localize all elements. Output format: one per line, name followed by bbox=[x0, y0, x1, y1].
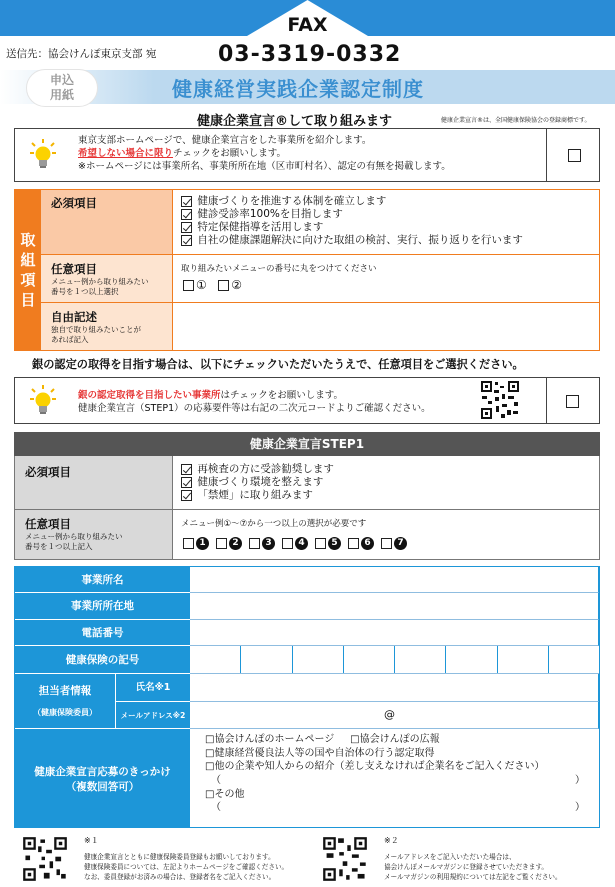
step1-item-text: 「禁煙」に取り組みます bbox=[197, 489, 313, 501]
optional-choices-cell bbox=[173, 255, 599, 303]
paren-close: ） bbox=[575, 774, 585, 786]
symbol-digit-box[interactable] bbox=[293, 646, 344, 673]
contact-label-cell bbox=[15, 674, 115, 729]
optional-sub1: メニュー例から取り組みたい bbox=[51, 277, 149, 286]
page-title: 健康経営実践企業認定制度 bbox=[172, 77, 424, 101]
checkbox-checked[interactable] bbox=[181, 490, 192, 501]
required-items-list bbox=[181, 195, 523, 247]
silver-divider bbox=[546, 377, 547, 424]
trigger-option-cert[interactable]: □健康経営優良法人等の国や自治体の行う認定取得 bbox=[205, 747, 435, 759]
silver-line2: 健康企業宣言（STEP1）の応募要件等は右記の二次元コードよりご確認ください。 bbox=[78, 403, 431, 414]
trigger-sub: （複数回答可） bbox=[65, 781, 140, 793]
section1-side-label bbox=[15, 190, 41, 350]
choice-2[interactable] bbox=[218, 278, 242, 292]
trigger-option-other[interactable]: □その他 bbox=[205, 788, 245, 800]
step1-optional-label: 任意項目 bbox=[25, 517, 71, 531]
required-item-text: 健診受診率100%を目指します bbox=[197, 208, 343, 220]
step1-optional-cell bbox=[15, 510, 173, 559]
step1-optional-sub2: 番号を１つ以上記入 bbox=[25, 541, 93, 551]
silver-line1-rest: はチェックをお願いします。 bbox=[220, 390, 343, 401]
step1-choice[interactable] bbox=[315, 536, 341, 549]
trigger-label: 健康企業宣言応募のきっかけ bbox=[34, 766, 171, 778]
office-name-label: 事業所名 bbox=[15, 567, 190, 593]
publish-line2-highlight: 希望しない場合に限り bbox=[78, 148, 174, 159]
required-item-text: 健康づくりを推進する体制を確立します bbox=[197, 195, 387, 207]
optional-choice-row bbox=[183, 278, 599, 292]
footnote-1 bbox=[84, 836, 288, 882]
step1-optional-sub1: メニュー例から取り組みたい bbox=[25, 532, 123, 541]
symbol-digit-box[interactable] bbox=[498, 646, 549, 673]
publish-line2-rest: チェックをお願いします。 bbox=[173, 148, 286, 159]
choice-number: ② bbox=[231, 278, 242, 292]
checkbox-checked[interactable] bbox=[181, 196, 192, 207]
declaration-heading: 健康企業宣言®して取り組みます bbox=[197, 114, 393, 129]
step1-item-text: 再検査の方に受診勧奨します bbox=[197, 463, 334, 475]
step1-item-1[interactable] bbox=[181, 463, 334, 476]
step1-choice[interactable] bbox=[216, 536, 242, 549]
trigger-option-referral[interactable]: □他の企業や知人からの紹介（差し支えなければ企業名をご記入ください） bbox=[205, 761, 545, 772]
step1-choice[interactable] bbox=[249, 536, 275, 549]
badge-line1: 申込 bbox=[49, 73, 74, 87]
footnote-2-line: メールアドレスをご記入いただいた場合は、 bbox=[384, 853, 516, 861]
required-item-1[interactable] bbox=[181, 195, 523, 208]
qr-code-step1[interactable] bbox=[480, 380, 520, 420]
trigger-option-hp[interactable]: □協会けんぽのホームページ bbox=[205, 734, 335, 745]
step1-item-3[interactable] bbox=[181, 489, 334, 502]
name-label: 氏名※1 bbox=[115, 674, 190, 702]
email-label: メールアドレス※2 bbox=[115, 702, 190, 729]
choice-number: ① bbox=[196, 278, 207, 292]
free-text-field[interactable] bbox=[174, 304, 598, 349]
sender-line: 送信先：協会けんぽ東京支部 宛 bbox=[6, 48, 157, 60]
trigger-option-pr[interactable]: □協会けんぽの広報 bbox=[350, 734, 440, 745]
publish-divider bbox=[546, 128, 547, 182]
symbol-digit-box[interactable] bbox=[344, 646, 395, 673]
step1-choice[interactable] bbox=[282, 536, 308, 549]
step1-item-text: 健康づくり環境を整えます bbox=[197, 476, 324, 488]
symbol-digit-box[interactable] bbox=[241, 646, 292, 673]
footnote-2-line: メールマガジンの利用規約については左記をご覧ください。 bbox=[384, 873, 562, 881]
phone-label: 電話番号 bbox=[15, 620, 190, 646]
checkbox-checked[interactable] bbox=[181, 464, 192, 475]
step1-instruction: メニュー例①～⑦から一つ以上の選択が必要です bbox=[181, 519, 367, 529]
checkbox-checked[interactable] bbox=[181, 235, 192, 246]
application-form-badge bbox=[26, 69, 98, 107]
step1-required-list bbox=[181, 463, 334, 502]
choice-box[interactable] bbox=[249, 538, 260, 549]
silver-notice: 銀の認定の取得を目指す場合は、以下にチェックいただいたうえで、任意項目をご選択ください。 bbox=[32, 358, 524, 371]
referral-blank[interactable] bbox=[205, 774, 585, 788]
step1-required-cell bbox=[15, 456, 173, 510]
lightbulb-icon bbox=[30, 139, 56, 169]
paren-open: （ bbox=[211, 802, 221, 813]
side-char-4: 目 bbox=[20, 291, 36, 309]
step1-choice-row bbox=[183, 536, 599, 550]
step1-choice[interactable] bbox=[183, 536, 209, 549]
insurance-symbol-label: 健康保険の記号 bbox=[15, 646, 190, 674]
side-char-1: 取 bbox=[20, 231, 36, 249]
choice-box[interactable] bbox=[183, 280, 194, 291]
publish-text bbox=[78, 134, 451, 173]
trigger-options bbox=[205, 733, 585, 815]
choice-box[interactable] bbox=[348, 538, 359, 549]
free-label-cell bbox=[41, 303, 173, 350]
choice-box[interactable] bbox=[183, 538, 194, 549]
choice-box[interactable] bbox=[216, 538, 227, 549]
fax-number: 03-3319-0332 bbox=[218, 42, 402, 67]
email-at-sign: @ bbox=[384, 708, 395, 721]
choice-number: 3 bbox=[262, 537, 275, 550]
footnote-2 bbox=[384, 836, 562, 882]
office-name-input[interactable] bbox=[190, 567, 599, 593]
badge-line2: 用紙 bbox=[49, 88, 74, 102]
qr-code-committee[interactable] bbox=[22, 836, 68, 882]
choice-number: 2 bbox=[229, 537, 242, 550]
optional-instruction: 取り組みたいメニューの番号に丸をつけてください bbox=[181, 264, 377, 274]
silver-text bbox=[78, 389, 431, 415]
office-address-input[interactable] bbox=[190, 593, 599, 620]
publish-line3: ※ホームページには事業所名、事業所所在地（区市町村名）、認定の有無を掲載します。 bbox=[78, 161, 451, 172]
lightbulb-icon bbox=[30, 385, 56, 415]
other-blank[interactable] bbox=[205, 801, 585, 815]
symbol-digit-box[interactable] bbox=[446, 646, 497, 673]
free-sub2: あれば記入 bbox=[51, 334, 89, 344]
footnote-2-line: 協会けんぽメールマガジンに登録させていただきます。 bbox=[384, 863, 549, 871]
symbol-digit-box[interactable] bbox=[395, 646, 446, 673]
required-item-3[interactable] bbox=[181, 221, 523, 234]
optional-sub2: 番号を１つ以上選択 bbox=[51, 286, 119, 296]
choice-box[interactable] bbox=[282, 538, 293, 549]
footnote-1-line: 健康企業宣言とともに健康保険委員登録もお願いしております。 bbox=[84, 853, 275, 861]
contact-sub: （健康保険委員） bbox=[33, 708, 97, 717]
side-char-2: 組 bbox=[20, 251, 36, 269]
footnote-1-line: 健康保険委員については、左記よりホームページをご確認ください。 bbox=[84, 863, 289, 871]
choice-number: 1 bbox=[196, 537, 209, 550]
name-input[interactable] bbox=[190, 674, 599, 702]
contact-label: 担当者情報 bbox=[38, 685, 92, 697]
free-label: 自由記述 bbox=[51, 310, 97, 324]
choice-number: 5 bbox=[328, 537, 341, 550]
step1-choice[interactable] bbox=[348, 536, 374, 549]
free-sub1: 独自で取り組みたいことが bbox=[51, 325, 141, 334]
side-char-3: 項 bbox=[20, 271, 36, 289]
fax-label: FAX bbox=[287, 14, 328, 36]
choice-number: 6 bbox=[361, 537, 374, 550]
publish-line1: 東京支部ホームページで、健康企業宣言をした事業所を紹介します。 bbox=[78, 135, 372, 146]
footnote-1-line: なお、委員登録がお済みの場合は、登録者名をご記入ください。 bbox=[84, 873, 276, 881]
email-input[interactable] bbox=[190, 702, 599, 729]
paren-close: ） bbox=[575, 802, 585, 813]
footnote-2-mark: ※２ bbox=[384, 836, 399, 845]
choice-1[interactable] bbox=[183, 278, 207, 292]
step1-choice[interactable] bbox=[381, 536, 407, 549]
publish-optout-checkbox[interactable] bbox=[568, 149, 581, 162]
optional-label-cell bbox=[41, 255, 173, 303]
trigger-label-cell bbox=[15, 729, 190, 827]
required-item-text: 特定保健指導を活用します bbox=[197, 221, 324, 233]
checkbox-checked[interactable] bbox=[181, 209, 192, 220]
symbol-digit-box[interactable] bbox=[549, 646, 599, 673]
phone-input[interactable] bbox=[190, 620, 599, 646]
choice-box[interactable] bbox=[218, 280, 229, 291]
required-label-cell bbox=[41, 190, 173, 255]
required-item-text: 自社の健康課題解決に向けた取組の検討、実行、振り返りを行います bbox=[197, 234, 523, 246]
silver-highlight: 銀の認定取得を目指したい事業所 bbox=[78, 390, 221, 401]
step1-item-2[interactable] bbox=[181, 476, 334, 489]
step1-header: 健康企業宣言STEP1 bbox=[14, 432, 600, 456]
footnote-1-mark: ※１ bbox=[84, 836, 99, 845]
choice-number: 4 bbox=[295, 537, 308, 550]
choice-box[interactable] bbox=[315, 538, 326, 549]
checkbox-checked[interactable] bbox=[181, 222, 192, 233]
choice-box[interactable] bbox=[381, 538, 392, 549]
step1-choices-cell bbox=[173, 510, 599, 559]
paren-open: （ bbox=[211, 774, 221, 786]
office-address-label: 事業所所在地 bbox=[15, 593, 190, 620]
required-item-4[interactable] bbox=[181, 234, 523, 247]
choice-number: 7 bbox=[394, 537, 407, 550]
required-item-2[interactable] bbox=[181, 208, 523, 221]
step1-required-label: 必須項目 bbox=[25, 465, 71, 479]
symbol-digit-box[interactable] bbox=[190, 646, 241, 673]
trademark-note: 健康企業宣言®は、全国健康保険協会の登録商標です。 bbox=[441, 117, 591, 124]
required-label: 必須項目 bbox=[51, 196, 97, 210]
insurance-symbol-boxes bbox=[190, 646, 599, 674]
optional-label: 任意項目 bbox=[51, 262, 97, 276]
checkbox-checked[interactable] bbox=[181, 477, 192, 488]
silver-checkbox[interactable] bbox=[566, 395, 579, 408]
qr-code-mail-magazine[interactable] bbox=[322, 836, 368, 882]
